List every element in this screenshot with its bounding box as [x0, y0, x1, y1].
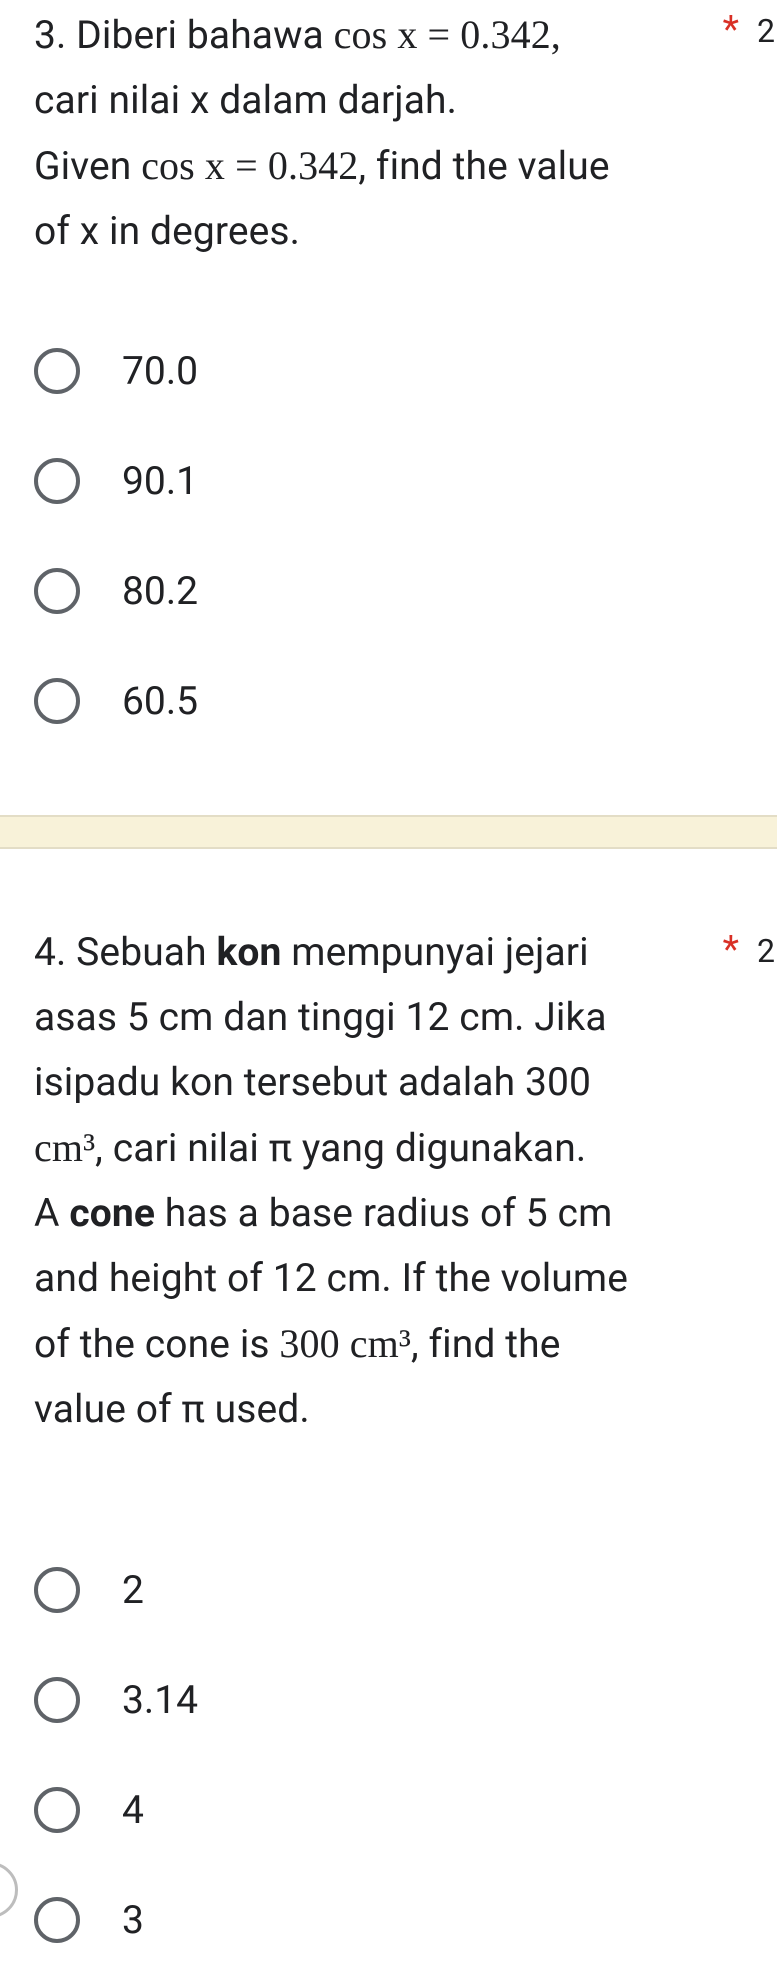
- q3-text-part: 3. Diberi bahawa: [34, 12, 334, 58]
- q4-line-3: isipadu kon tersebut adalah 300: [34, 1059, 592, 1105]
- radio-button[interactable]: [34, 348, 80, 394]
- q3-line-4: of x in degrees.: [34, 208, 300, 254]
- q4-line-1: [34, 920, 704, 985]
- q4-bold-part: kon: [216, 929, 282, 975]
- option-label: 2: [122, 1567, 144, 1613]
- radio-button[interactable]: [34, 1787, 80, 1833]
- required-star: *: [722, 928, 740, 972]
- q4-option[interactable]: [34, 1535, 777, 1645]
- radio-button[interactable]: [34, 1567, 80, 1613]
- q3-math-part: cos x = 0.342,: [333, 12, 561, 57]
- option-label: 60.5: [122, 678, 199, 724]
- option-label: 3: [122, 1897, 144, 1943]
- q4-option[interactable]: [34, 1865, 777, 1975]
- option-label: 4: [122, 1787, 144, 1833]
- option-label: 3.14: [122, 1677, 199, 1723]
- radio-button[interactable]: [34, 1897, 80, 1943]
- q4-line-8: value of π used.: [34, 1386, 310, 1432]
- q3-line-2: cari nilai x dalam darjah.: [34, 77, 458, 123]
- q4-text-part: , cari nilai π yang digunakan.: [95, 1125, 587, 1171]
- q4-option[interactable]: [34, 1645, 777, 1755]
- q4-line-7: [34, 1311, 704, 1377]
- q3-option[interactable]: [34, 536, 777, 646]
- q4-math-part: 300 cm³: [279, 1321, 411, 1366]
- q3-option[interactable]: [34, 426, 777, 536]
- q4-options: [34, 1535, 777, 1975]
- radio-button[interactable]: [34, 568, 80, 614]
- q4-line-6: and height of 12 cm. If the volume: [34, 1255, 628, 1301]
- q3-option[interactable]: [34, 646, 777, 756]
- q3-math-part: cos x = 0.342: [141, 143, 359, 188]
- required-indicator-q3: [723, 8, 775, 52]
- q4-text-part: of the cone is: [34, 1321, 280, 1367]
- q4-option[interactable]: [34, 1755, 777, 1865]
- question-divider: [0, 815, 777, 849]
- q3-text-part: Given: [34, 143, 142, 189]
- question-3: [0, 0, 777, 756]
- question-4: [0, 920, 777, 1975]
- points-value: 2: [757, 12, 775, 50]
- question-3-text: [34, 0, 704, 264]
- required-star: *: [722, 8, 740, 52]
- q4-math-part: cm³: [34, 1125, 96, 1170]
- q3-line-1: [34, 2, 704, 68]
- q4-text-part: has a base radius of 5 cm: [154, 1190, 613, 1236]
- question-4-text: [34, 920, 704, 1442]
- points-value: 2: [757, 932, 775, 970]
- q3-options: [34, 316, 777, 756]
- q4-line-2: asas 5 cm dan tinggi 12 cm. Jika: [34, 994, 607, 1040]
- required-indicator-q4: [723, 928, 775, 972]
- q4-text-part: mempunyai jejari: [281, 929, 589, 975]
- q3-line-3: [34, 133, 704, 199]
- radio-button[interactable]: [34, 458, 80, 504]
- q4-bold-part: cone: [69, 1190, 155, 1236]
- q4-text-part: , find the: [410, 1321, 561, 1367]
- option-label: 70.0: [122, 348, 199, 394]
- q4-line-4: [34, 1115, 704, 1181]
- q4-line-5: [34, 1181, 704, 1246]
- option-label: 80.2: [122, 568, 199, 614]
- radio-button[interactable]: [34, 1677, 80, 1723]
- q4-text-part: 4. Sebuah: [34, 929, 217, 975]
- q3-option[interactable]: [34, 316, 777, 426]
- q4-text-part: A: [34, 1190, 70, 1236]
- radio-button[interactable]: [34, 678, 80, 724]
- q3-text-part: , find the value: [358, 143, 610, 189]
- option-label: 90.1: [122, 458, 199, 504]
